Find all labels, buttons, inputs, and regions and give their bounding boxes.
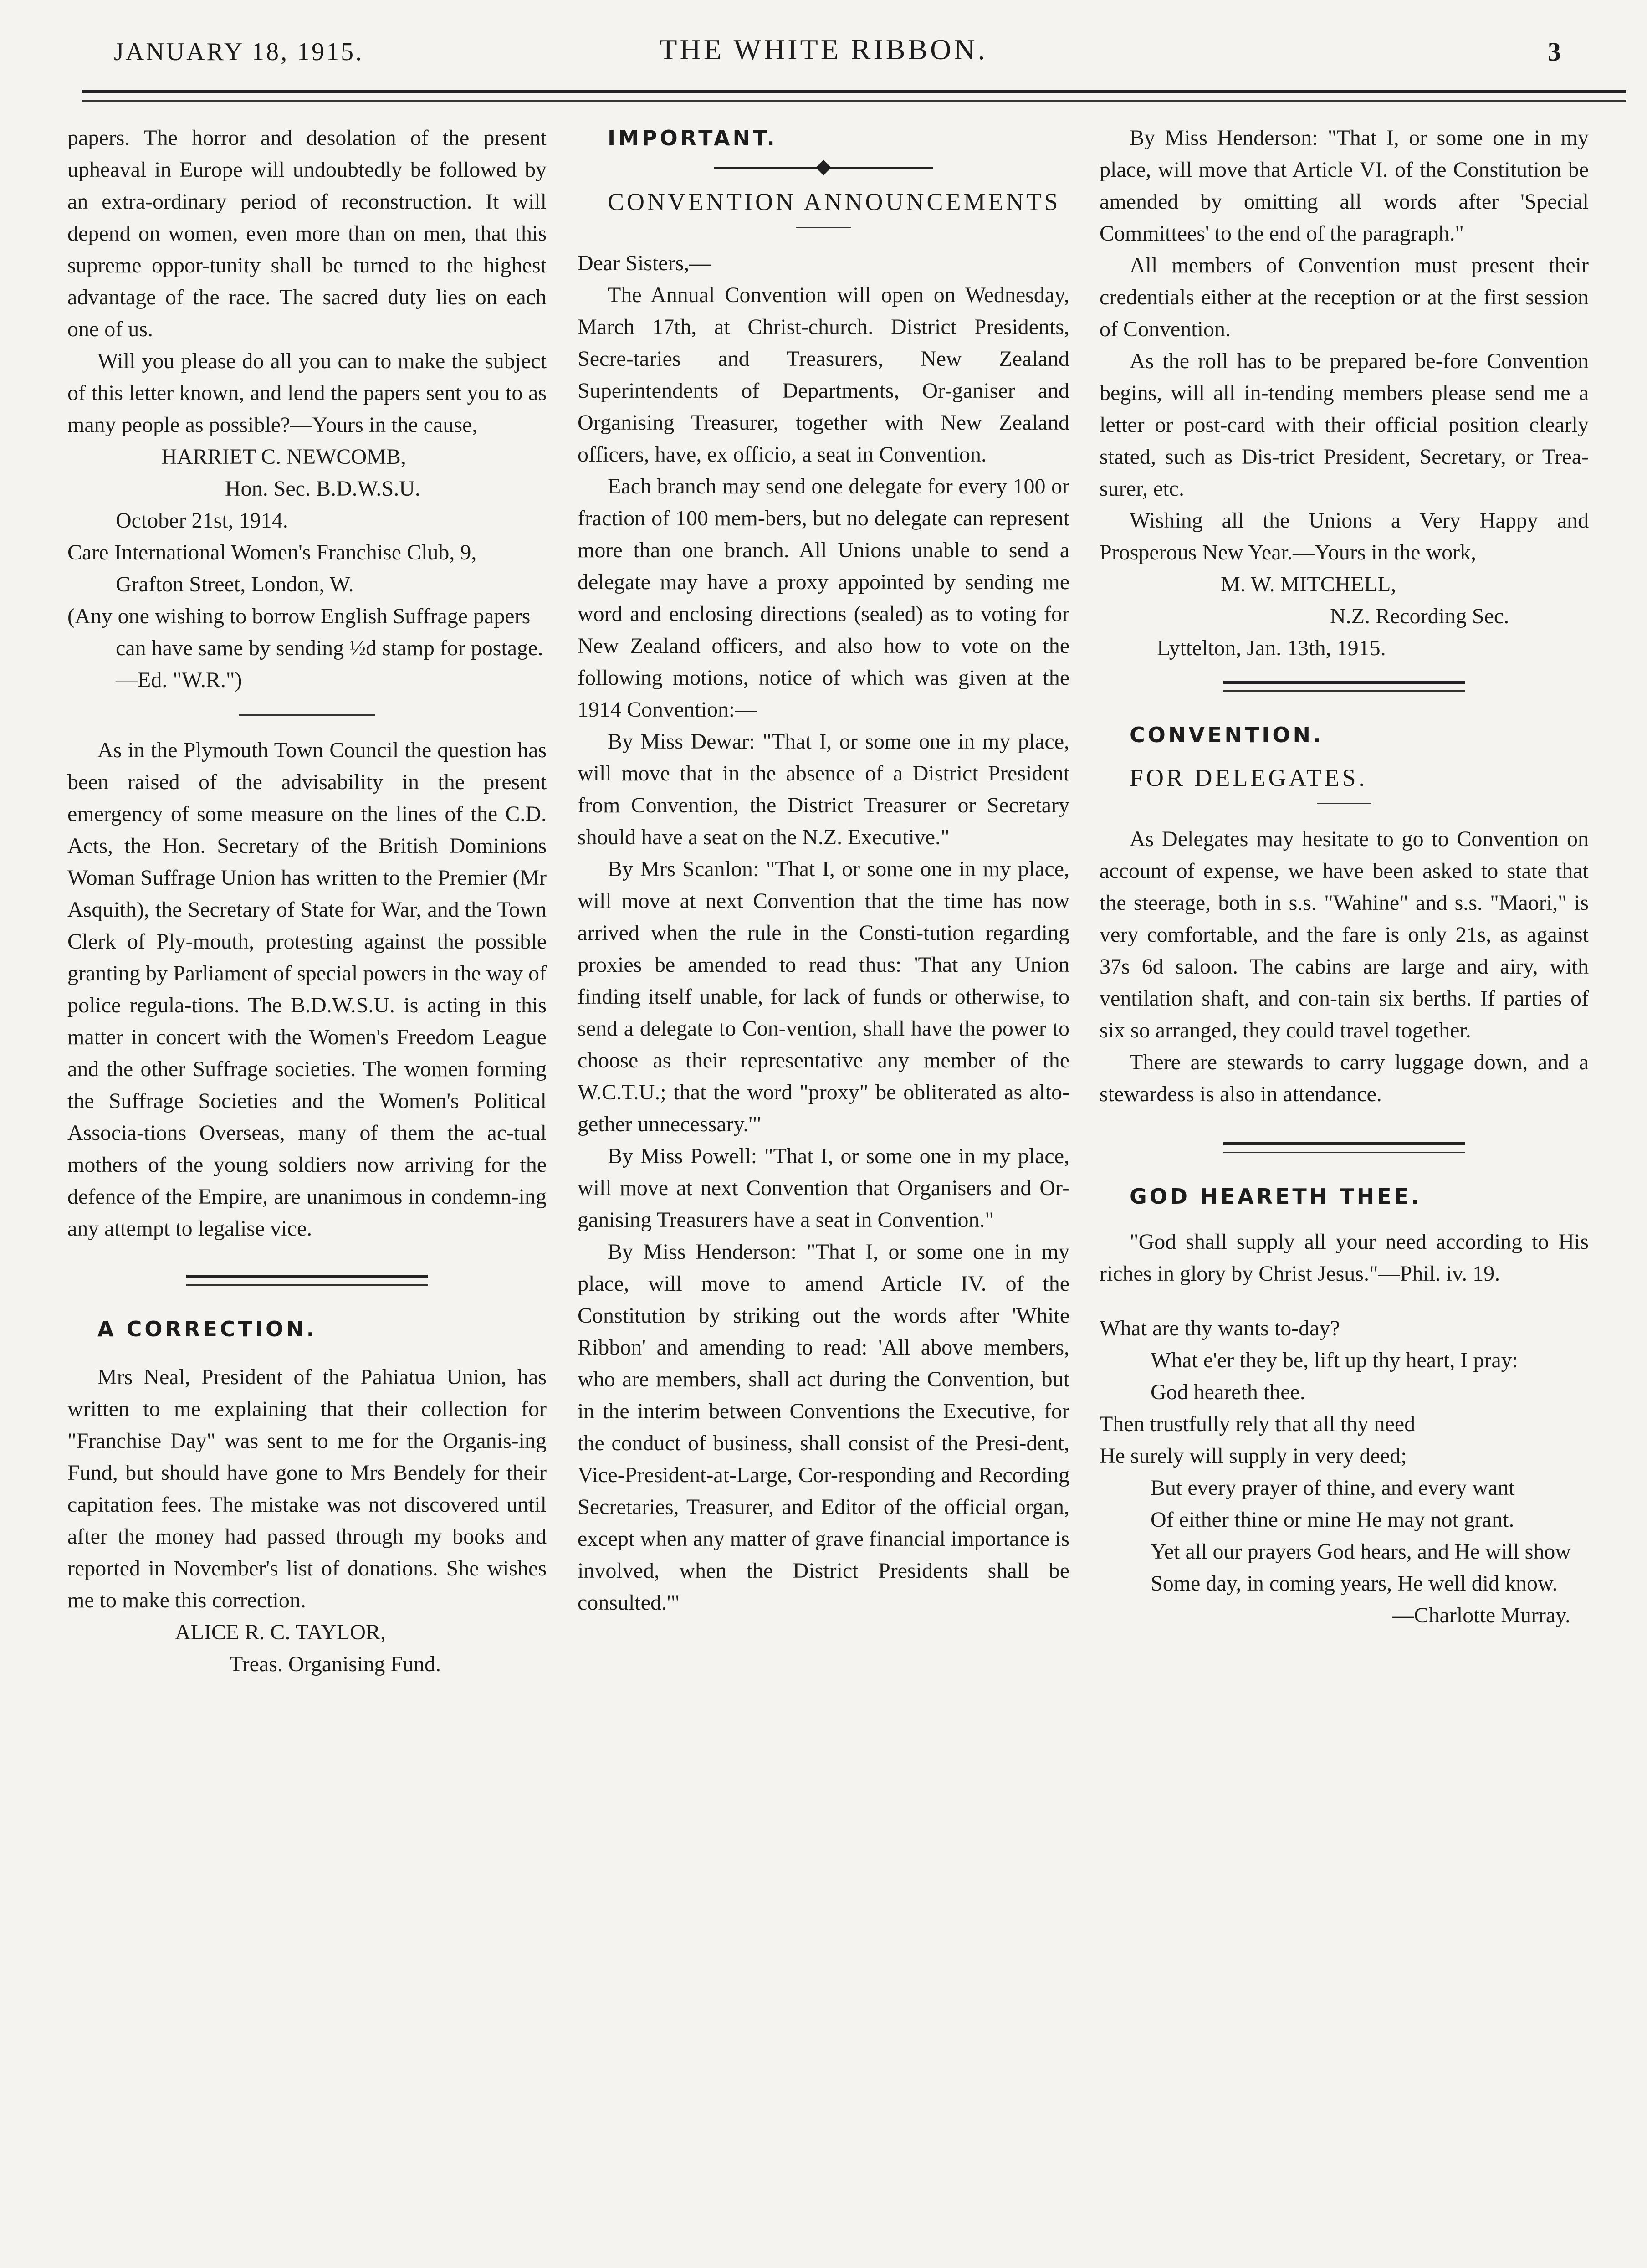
- correction-signature-title: Treas. Organising Fund.: [230, 1652, 441, 1676]
- signature-name: M. W. MITCHELL,: [1221, 572, 1396, 596]
- important-heading: IMPORTANT.: [608, 126, 777, 150]
- column-middle: [578, 122, 1069, 1619]
- masthead-title: THE WHITE RIBBON.: [659, 33, 988, 66]
- signature-title: Hon. Sec. B.D.W.S.U.: [225, 477, 420, 501]
- editor-note: (Any one wishing to borrow English Suffrage papers can have same by sending ½d stamp for postage.—Ed. "W.R."): [67, 604, 543, 692]
- motion-henderson: By Miss Henderson: "That I, or some one in my place, will move to amend Article IV. of the Constitution by striking out the words after 'White Ribbon' and amending to read: 'All above members, who are members, shall act during the Convention, but in the interim between Conventions the Executive, for the conduct of business, shall consist of the Presi-dent, Vice-President-at-Large, Cor-responding and Recording Secretaries, Treasurer, and Editor of the official organ, except when any matter of grave financial importance is involved, when the District Presidents shall be consulted.'": [578, 1240, 1069, 1615]
- delegates-subheading: FOR DELEGATES.: [1130, 764, 1368, 791]
- announcements-subheading: CONVENTION ANNOUNCEMENTS: [608, 188, 1061, 216]
- double-divider: [1223, 1142, 1465, 1153]
- scripture-verse: "God shall supply all your need according to His riches in glory by Christ Jesus."—Phil. iv. 19.: [1100, 1230, 1589, 1286]
- poem-line: He surely will supply in very deed;: [1100, 1444, 1407, 1468]
- motion-henderson-2: By Miss Henderson: "That I, or some one in my place, will move that Article VI. of the Constitution be amended by omitting all words after 'Special Committees' to the end of the paragraph.": [1100, 126, 1589, 246]
- letter-paragraph: Will you please do all you can to make the subject of this letter known, and lend the papers sent you to as many people as possible?—Yours in the cause,: [67, 349, 547, 437]
- poem-heading: GOD HEARETH THEE.: [1130, 1184, 1422, 1209]
- header-rule-thin: [82, 100, 1626, 102]
- ornament-divider: [714, 160, 933, 176]
- column-right: [1100, 122, 1589, 1632]
- poem-line: God heareth thee.: [1151, 1380, 1305, 1404]
- letter-date: October 21st, 1914.: [116, 508, 288, 533]
- poem-line: Of either thine or mine He may not grant.: [1151, 1508, 1514, 1532]
- convention-heading: CONVENTION.: [1130, 723, 1324, 747]
- signature-name: HARRIET C. NEWCOMB,: [161, 445, 406, 469]
- section-divider: [239, 714, 375, 716]
- double-divider: [186, 1275, 428, 1286]
- poem-line: Then trustfully rely that all thy need: [1100, 1412, 1416, 1436]
- poem-line: What are thy wants to-day?: [1100, 1316, 1340, 1340]
- column-left: [67, 122, 547, 1680]
- convention-paragraph: As Delegates may hesitate to go to Convention on account of expense, we have been asked to state that the steerage, both in s.s. "Wahine" and s.s. "Maori," is very comfortable, and the fare is only 21s, as against 37s 6d saloon. The cabins are large and airy, with ventilation shaft, and con-tain six berths. If parties of six so arranged, they could travel together.: [1100, 827, 1589, 1042]
- signature-title: N.Z. Recording Sec.: [1330, 604, 1509, 628]
- letter-paragraph: papers. The horror and desolation of the present upheaval in Europe will undoubtedly be followed by an extra-ordinary period of reconstruction. It will depend on women, even more than on men, that this supreme oppor-tunity shall be turned to the highest advantage of the race. The sacred duty lies on each one of us.: [67, 126, 547, 341]
- page-number: 3: [1548, 37, 1561, 67]
- page-header: [0, 0, 1647, 109]
- poem-line: Some day, in coming years, He well did know.: [1151, 1571, 1558, 1596]
- diamond-ornament: [816, 160, 831, 175]
- short-divider: [796, 227, 851, 228]
- letter-address: Care International Women's Franchise Club, 9, Grafton Street, London, W.: [67, 540, 477, 596]
- poem-attribution: —Charlotte Murray.: [1392, 1603, 1570, 1627]
- issue-date: JANUARY 18, 1915.: [114, 38, 364, 66]
- correction-signature-name: ALICE R. C. TAYLOR,: [175, 1620, 386, 1644]
- poem-line: Yet all our prayers God hears, and He will show: [1151, 1539, 1571, 1564]
- salutation: Dear Sisters,—: [578, 251, 711, 275]
- announcement-paragraph: All members of Convention must present their credentials either at the reception or at the first session of Convention.: [1100, 253, 1589, 341]
- convention-paragraph: There are stewards to carry luggage down, and a stewardess is also in attendance.: [1100, 1050, 1589, 1106]
- announcement-paragraph: Each branch may send one delegate for every 100 or fraction of 100 mem-bers, but no delegate can represent more than one branch. All Unions unable to send a delegate may have a proxy appointed by sending me word and enclosing directions (sealed) as to voting for New Zealand officers, and also how to vote on the following motions, notice of which was given at the 1914 Convention:—: [578, 474, 1069, 722]
- signature-place-date: Lyttelton, Jan. 13th, 1915.: [1157, 636, 1386, 660]
- header-rule: [82, 90, 1626, 93]
- poem-line: But every prayer of thine, and every want: [1151, 1476, 1515, 1500]
- announcement-paragraph: The Annual Convention will open on Wednesday, March 17th, at Christ-church. District Presidents, Secre-taries and Treasurers, New Zealand Superintendents of Departments, Or-ganiser and Organising Treasurer, together with New Zealand officers, have, ex officio, a seat in Convention.: [578, 283, 1069, 467]
- poem-line: What e'er they be, lift up thy heart, I pray:: [1151, 1348, 1518, 1372]
- short-divider: [1317, 803, 1371, 804]
- announcement-paragraph: Wishing all the Unions a Very Happy and Prosperous New Year.—Yours in the work,: [1100, 508, 1589, 564]
- motion-powell: By Miss Powell: "That I, or some one in my place, will move at next Convention that Organisers and Or-ganising Treasurers have a seat in Convention.": [578, 1144, 1069, 1232]
- motion-dewar: By Miss Dewar: "That I, or some one in my place, will move that in the absence of a District President from Convention, the District Treasurer or Secretary should have a seat on the N.Z. Executive.": [578, 729, 1069, 849]
- double-divider: [1223, 681, 1465, 692]
- motion-scanlon: By Mrs Scanlon: "That I, or some one in my place, will move at next Convention that the time has now arrived when the rule in the Consti-tution regarding proxies be amended to read thus: 'That any Union finding itself unable, for lack of funds or otherwise, to send a delegate to Con-vention, shall have the power to choose as their representative any member of the W.C.T.U.; that the word "proxy" be obliterated as alto-gether unnecessary.'": [578, 857, 1069, 1136]
- announcement-paragraph: As the roll has to be prepared be-fore Convention begins, will all in-tending members please send me a letter or post-card with their official position clearly stated, such as Dis-trict President, Secretary, or Trea-surer, etc.: [1100, 349, 1589, 501]
- correction-heading: A CORRECTION.: [97, 1317, 317, 1341]
- correction-paragraph: Mrs Neal, President of the Pahiatua Union, has written to me explaining that their collection for "Franchise Day" was sent to me for the Organis-ing Fund, but should have gone to Mrs Bendely for their capitation fees. The mistake was not discovered until after the money had passed through my books and reported in November's list of donations. She wishes me to make this correction.: [67, 1365, 547, 1612]
- plymouth-paragraph: As in the Plymouth Town Council the question has been raised of the advisability in the present emergency of some measure on the lines of the C.D. Acts, the Hon. Secretary of the British Dominions Woman Suffrage Union has written to the Premier (Mr Asquith), the Secretary of State for War, and the Town Clerk of Ply-mouth, protesting against the possible granting by Parliament of special powers in the way of police regula-tions. The B.D.W.S.U. is acting in this matter in concert with the Women's Freedom League and the other Suffrage societies. The women forming the Suffrage Societies and the Women's Political Associa-tions Overseas, many of them the ac-tual mothers of the young soldiers now arriving for the defence of the Empire, are unanimous in condemn-ing any attempt to legalise vice.: [67, 738, 547, 1241]
